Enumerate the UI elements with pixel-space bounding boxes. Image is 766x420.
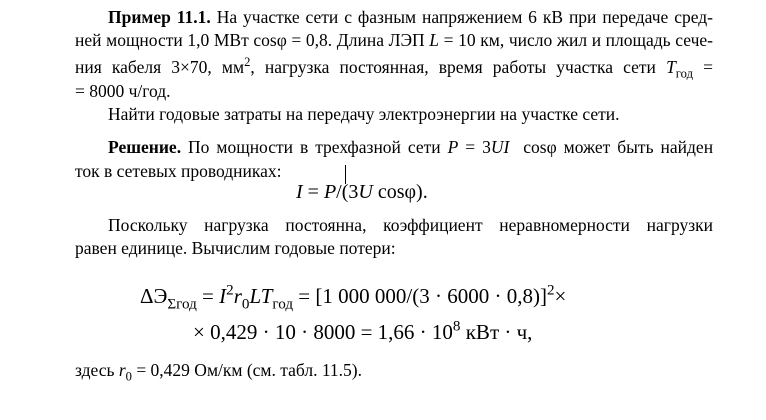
solution-line-2 — [75, 160, 282, 182]
variable-P: P — [447, 137, 459, 157]
variable-P: P — [323, 181, 337, 203]
subscript: 0 — [125, 369, 132, 384]
solution-text: По мощности в трехфазной сети — [188, 137, 441, 157]
example-text: ней мощности 1,0 МВт cosφ = 0,8. Длина ЛЭП — [75, 30, 425, 50]
formula-current — [296, 181, 428, 203]
losses-line-1 — [108, 214, 713, 236]
last-line — [75, 359, 363, 384]
subscript: год — [272, 296, 294, 313]
solution-text: Поскольку нагрузка постоянна, коэффициент неравномерности нагрузки — [108, 215, 713, 235]
solution-text: здесь — [75, 360, 115, 380]
variable-LT: LT — [249, 284, 273, 308]
variable-I: I — [296, 181, 303, 203]
subscript: 0 — [241, 296, 250, 313]
variable-r: r — [118, 360, 126, 380]
superscript: 8 — [452, 318, 461, 335]
formula-part: = [1 000 000/(3 · 6000 · 0,8)] — [298, 284, 547, 308]
variable-L: L — [429, 30, 440, 50]
equals-sign: = — [307, 181, 319, 203]
formula-losses-cont — [193, 318, 533, 344]
variable-I: I — [219, 284, 227, 308]
example-line-4 — [75, 80, 171, 102]
formula-part: = 3 — [465, 137, 491, 157]
example-task — [108, 103, 620, 125]
example-heading: Пример 11.1. — [108, 7, 211, 27]
superscript: 2 — [546, 282, 555, 299]
subscript: год — [675, 66, 693, 81]
equals-sign: = — [202, 284, 214, 308]
example-text: На участке сети с фазным напряжением 6 кВ при передаче сред- — [216, 7, 713, 27]
variable-T: T — [666, 57, 676, 77]
example-line-1 — [108, 6, 713, 28]
variable-U: U — [358, 181, 373, 203]
solution-text: ток в сетевых проводниках: — [75, 161, 282, 181]
example-text: ния кабеля 3×70, мм — [75, 57, 245, 77]
formula-part: × 0,429 · 10 · 8000 = 1,66 · 10 — [193, 320, 453, 344]
example-text: = 10 км, число жил и площадь сече- — [443, 30, 713, 50]
formula-part: cosφ). — [377, 181, 428, 203]
formula-part: cosφ — [523, 137, 557, 157]
formula-losses — [140, 282, 567, 313]
formula-part: /(3 — [336, 181, 359, 203]
solution-heading: Решение. — [108, 137, 182, 157]
example-text: , нагрузка постоянная, время работы участка сети — [250, 57, 656, 77]
solution-line-1 — [108, 136, 713, 158]
losses-line-2 — [75, 237, 396, 259]
delta-energy-symbol: ΔЭ — [140, 284, 168, 308]
variable-r: r — [233, 284, 242, 308]
solution-text: равен единице. Вычислим годовые потери: — [75, 238, 396, 258]
task-text: Найти годовые затраты на передачу электроэнергии на участке сети. — [108, 104, 620, 124]
unit-text: кВт · ч, — [465, 320, 533, 344]
solution-text: = 0,429 Ом/км (см. табл. 11.5). — [136, 360, 363, 380]
variable-UI: UI — [490, 137, 510, 157]
multiply-sign: × — [554, 284, 567, 308]
superscript: 2 — [226, 282, 234, 299]
example-text: = 8000 ч/год. — [75, 81, 171, 101]
superscript: 2 — [244, 55, 251, 70]
solution-text: может быть найден — [563, 137, 714, 157]
subscript: Σгод — [167, 296, 197, 313]
example-line-3 — [75, 55, 714, 81]
example-line-2 — [75, 29, 713, 51]
equals-sign: = — [703, 57, 714, 77]
